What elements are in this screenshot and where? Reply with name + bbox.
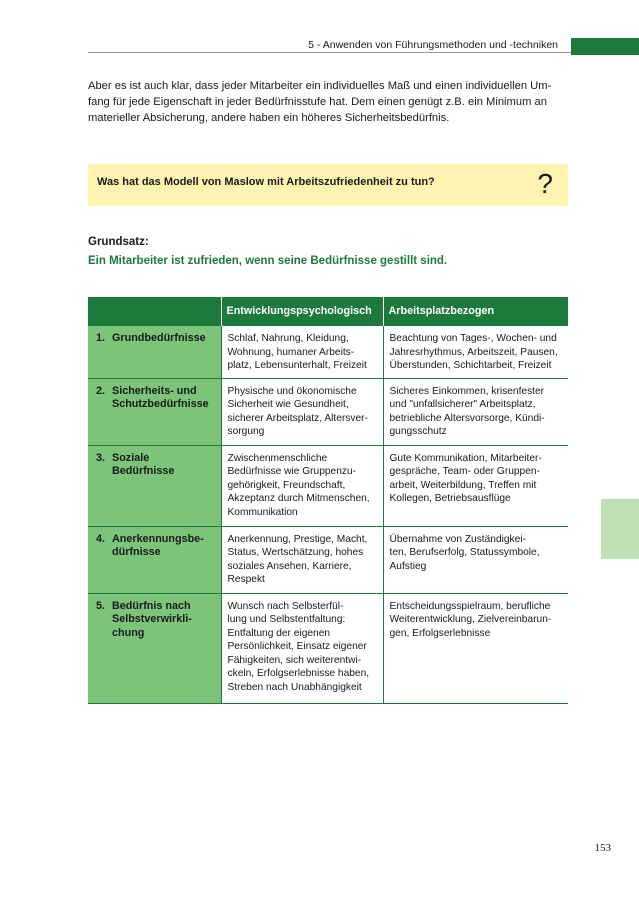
table-row: [88, 378, 568, 445]
table-row: [88, 445, 568, 526]
table-row: [88, 526, 568, 593]
developmental-cell: Anerkennung, Prestige, Macht, Status, Wertschätzung, hohes soziales Ansehen, Karriere, Respekt: [221, 526, 383, 593]
chapter-header: [0, 38, 639, 56]
workplace-cell: Sicheres Einkommen, krisenfester und "unfallsicherer" Arbeitsplatz, betriebliche Altersvorsorge, Kündi- gungsschutz: [383, 378, 568, 445]
level-name: Soziale Bedürfnisse: [112, 451, 175, 478]
need-level-cell: [88, 445, 221, 526]
need-level-cell: [88, 526, 221, 593]
chapter-color-bar: [571, 38, 639, 55]
needs-table: [88, 297, 568, 704]
header-workplace: Arbeitsplatzbezogen: [383, 297, 568, 326]
question-box: [88, 164, 568, 206]
intro-line: fang für jede Eigenschaft in jeder Bedürfnisstufe hat. Dem einen genügt z.B. ein Minimum an: [88, 96, 547, 108]
page-number: 153: [594, 842, 611, 854]
table-header-row: [88, 297, 568, 326]
level-name: Grundbedürfnisse: [112, 332, 206, 344]
developmental-cell: Schlaf, Nahrung, Kleidung, Wohnung, humaner Arbeits- platz, Lebensunterhalt, Freizeit: [221, 326, 383, 378]
header-developmental: Entwicklungspsychologisch: [221, 297, 383, 326]
developmental-cell: Physische und ökonomische Sicherheit wie Gesundheit, sicherer Arbeitsplatz, Altersver- sorgung: [221, 378, 383, 445]
intro-line: Aber es ist auch klar, dass jeder Mitarbeiter ein individuelles Maß und einen individuellen Um-: [88, 80, 552, 92]
developmental-cell: Zwischenmenschliche Bedürfnisse wie Gruppenzu- gehörigkeit, Freundschaft, Akzeptanz durch Mitmenschen, Kommunikation: [221, 445, 383, 526]
need-level-cell: [88, 593, 221, 703]
level-name: Sicherheits- und Schutzbedürfnisse: [112, 384, 209, 411]
table-row: [88, 593, 568, 703]
workplace-cell: Gute Kommunikation, Mitarbeiter- gespräche, Team- oder Gruppen- arbeit, Weiterbildung, Treffen mit Kollegen, Betriebsausflüge: [383, 445, 568, 526]
level-number: 4.: [96, 532, 106, 545]
chapter-side-tab: [601, 499, 639, 559]
developmental-cell: Wunsch nach Selbsterfül- lung und Selbstentfaltung: Entfaltung der eigenen Persönlichkeit, Einsatz eigener Fähigkeiten, sich weiterentwi- ckeln, Erfolgserlebnisse haben, Streben nach Unabhängigkeit: [221, 593, 383, 703]
level-number: 2.: [96, 384, 106, 397]
question-mark-icon: ?: [537, 168, 553, 199]
workplace-cell: Beachtung von Tages-, Wochen- und Jahresrhythmus, Arbeitszeit, Pausen, Überstunden, Schichtarbeit, Freizeit: [383, 326, 568, 378]
level-name: Anerkennungsbe- dürfnisse: [112, 532, 204, 559]
workplace-cell: Übernahme von Zuständigkei- ten, Berufserfolg, Statussymbole, Aufstieg: [383, 526, 568, 593]
principle-text: Ein Mitarbeiter ist zufrieden, wenn seine Bedürfnisse gestillt sind.: [88, 255, 448, 267]
level-name: Bedürfnis nach Selbstverwirkli- chung: [112, 599, 192, 639]
level-number: 3.: [96, 451, 106, 464]
level-number: 5.: [96, 599, 106, 612]
intro-line: materieller Absicherung, andere haben ein höheres Sicherheitsbedürfnis.: [88, 112, 450, 124]
chapter-title: 5 - Anwenden von Führungsmethoden und -techniken: [308, 39, 558, 51]
header-divider: [88, 52, 571, 53]
need-level-cell: [88, 326, 221, 378]
level-number: 1.: [96, 332, 106, 344]
intro-paragraph: [88, 78, 568, 126]
principle-label: Grundsatz:: [88, 236, 149, 248]
need-level-cell: [88, 378, 221, 445]
question-text: Was hat das Modell von Maslow mit Arbeitszufriedenheit zu tun?: [97, 176, 435, 188]
workplace-cell: Entscheidungsspielraum, berufliche Weiterentwicklung, Zielvereinbarun- gen, Erfolgserlebnisse: [383, 593, 568, 703]
header-level: [88, 297, 221, 326]
table-row: [88, 326, 568, 378]
